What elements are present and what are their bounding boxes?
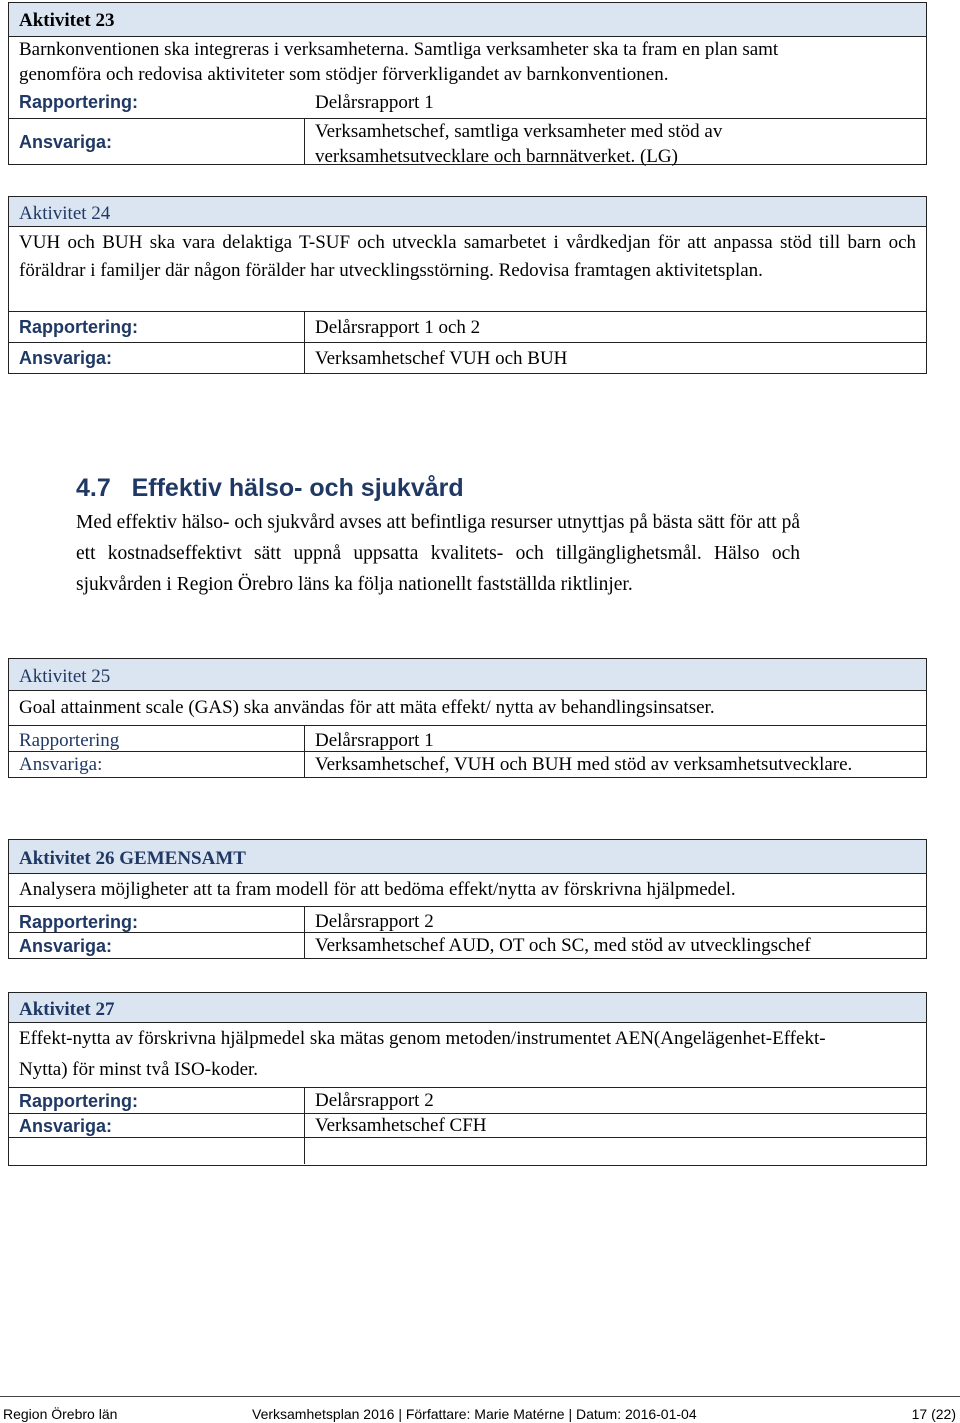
activity-24-title: Aktivitet 24: [9, 197, 926, 227]
reporting-value: Delårsrapport 1: [315, 92, 434, 113]
activity-24-box: [8, 196, 927, 374]
footer-document-info: Verksamhetsplan 2016 | Författare: Marie Matérne | Datum: 2016-01-04: [252, 1406, 697, 1422]
activity-25-responsible-row: [9, 751, 926, 777]
activity-25-reporting-row: [9, 725, 926, 751]
activity-26-title: Aktivitet 26 GEMENSAMT: [9, 840, 926, 874]
activity-27-empty-row: [9, 1137, 926, 1164]
activity-23-box: [8, 2, 927, 165]
responsible-label: Ansvariga:: [9, 343, 305, 373]
empty-value-cell: [305, 1138, 926, 1164]
responsible-label: Ansvariga:: [9, 119, 305, 164]
reporting-label: Rapportering: [9, 726, 305, 751]
section-heading: 4.7 Effektiv hälso- och sjukvård: [76, 474, 464, 502]
activity-25-title: Aktivitet 25: [9, 659, 926, 691]
reporting-label: Rapportering:: [9, 907, 305, 932]
activity-24-reporting-row: [9, 311, 926, 342]
page-footer: [0, 1396, 960, 1423]
responsible-value: Verksamhetschef, samtliga verksamheter med stöd av verksamhetsutvecklare och barnnätverket. (LG): [315, 121, 723, 167]
responsible-value: Verksamhetschef VUH och BUH: [315, 348, 568, 369]
empty-label-cell: [9, 1138, 305, 1164]
activity-27-description: Effekt-nytta av förskrivna hjälpmedel ska mätas genom metoden/instrumentet AEN(Angelägenhet-Effekt- Nytta) för minst två ISO-koder.: [19, 1028, 826, 1080]
footer-organization: Region Örebro län: [3, 1406, 118, 1422]
activity-24-description: VUH och BUH ska vara delaktiga T-SUF och utveckla samarbetet i vårdkedjan för att anpassa stöd till barn och föräldrar i familjer där någon förälder har utvecklingsstörning. Redovisa framtagen aktivitetsplan.: [19, 232, 916, 281]
reporting-value: Delårsrapport 2: [315, 911, 434, 932]
activity-23-responsible-row: [9, 118, 926, 167]
activity-27-box: [8, 992, 927, 1166]
activity-26-reporting-row: [9, 906, 926, 932]
responsible-value: Verksamhetschef CFH: [315, 1115, 487, 1136]
activity-26-responsible-row: [9, 932, 926, 958]
activity-26-box: [8, 839, 927, 959]
responsible-value: Verksamhetschef, VUH och BUH med stöd av verksamhetsutvecklare.: [315, 754, 853, 775]
responsible-label: Ansvariga:: [9, 1114, 305, 1137]
activity-23-title: Aktivitet 23: [9, 3, 926, 37]
activity-27-responsible-row: [9, 1113, 926, 1137]
responsible-label: Ansvariga:: [9, 752, 305, 777]
reporting-value: Delårsrapport 1: [315, 730, 434, 751]
responsible-value: Verksamhetschef AUD, OT och SC, med stöd av utvecklingschef: [315, 935, 811, 956]
activity-25-box: [8, 658, 927, 778]
reporting-value: Delårsrapport 1 och 2: [315, 317, 481, 338]
reporting-value: Delårsrapport 2: [315, 1090, 434, 1111]
activity-27-reporting-row: [9, 1087, 926, 1113]
activity-25-description: Goal attainment scale (GAS) ska användas för att mäta effekt/ nytta av behandlingsinsatser.: [19, 697, 715, 718]
activity-23-reporting-row: [9, 87, 926, 118]
reporting-label: Rapportering:: [9, 312, 305, 342]
activity-24-responsible-row: [9, 342, 926, 373]
activity-26-description: Analysera möjligheter att ta fram modell för att bedöma effekt/nytta av förskrivna hjälpmedel.: [19, 879, 736, 900]
section-body: Med effektiv hälso- och sjukvård avses att befintliga resurser utnyttjas på bästa sätt för att på ett kostnadseffektivt sätt uppnå uppsatta kvalitets- och tillgänglighetsmål. Hälso och sjukvården i Region Örebro läns ka följa nationellt fastställda riktlinjer.: [76, 512, 800, 595]
reporting-label: Rapportering:: [19, 92, 138, 112]
responsible-label: Ansvariga:: [9, 933, 305, 958]
footer-page-number: 17 (22): [911, 1406, 956, 1422]
activity-27-title: Aktivitet 27: [9, 993, 926, 1023]
reporting-label: Rapportering:: [9, 1088, 305, 1113]
activity-23-description: Barnkonventionen ska integreras i verksamheterna. Samtliga verksamheter ska ta fram en plan samt genomföra och redovisa aktiviteter som stödjer förverkligandet av barnkonventionen.: [19, 39, 779, 85]
